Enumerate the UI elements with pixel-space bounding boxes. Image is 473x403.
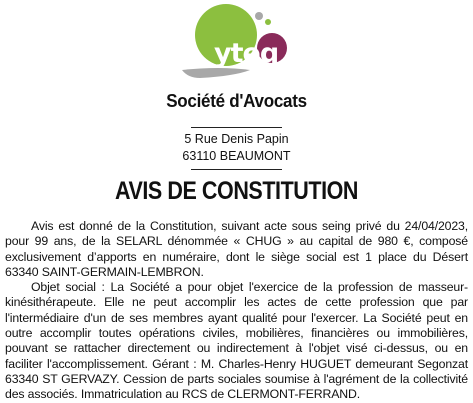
firm-address-city: 63110 BEAUMONT [182,149,291,163]
notice-body [5,219,468,403]
firm-name: Société d'Avocats [166,90,307,111]
logo-dot-gray [255,12,263,20]
firm-address-street: 5 Rue Denis Papin [184,132,289,146]
notice-paragraph-objet-social: Objet social : La Société a pour objet l'exercice de la profession de masseur-kinésithérapeute. Elle ne peut accomplir les actes de cette profession que par l'intermédiaire d'un de ses membres ayant qualité pour l'exercer. La Société peut en outre accomplir toutes opérations civiles, mobilières, financières ou immobilières, pouvant se rattacher directement ou indirectement à l'objet visé ci-dessus, ou en faciliter l'accomplissement. Gérant : M. Charles-Henry HUGUET demeurant Segonzat 63340 ST GERVAZY. Cession de parts sociales soumise à l'agrément de la collectivité des associés. Immatriculation au RCS de CLERMONT-FERRAND. [5,280,468,402]
logo-swoosh [182,68,250,78]
notice-paragraph-constitution: Avis est donné de la Constitution, suivant acte sous seing privé du 24/04/2023, pour 99 ans, de la SELARL dénommée « CHUG » au capital de 980 €, composé exclusivement d’apports en numéraire, dont le siège social est 1 place du Désert 63340 SAINT-GERMAIN-LEMBRON. [5,219,468,279]
notice-title: AVIS DE CONSTITUTION [114,177,359,205]
divider-top [191,127,282,128]
logo-dot-green [265,19,271,25]
firm-logo [180,2,293,80]
divider-bottom [191,169,282,170]
logo-wordmark: yteq [214,38,279,69]
